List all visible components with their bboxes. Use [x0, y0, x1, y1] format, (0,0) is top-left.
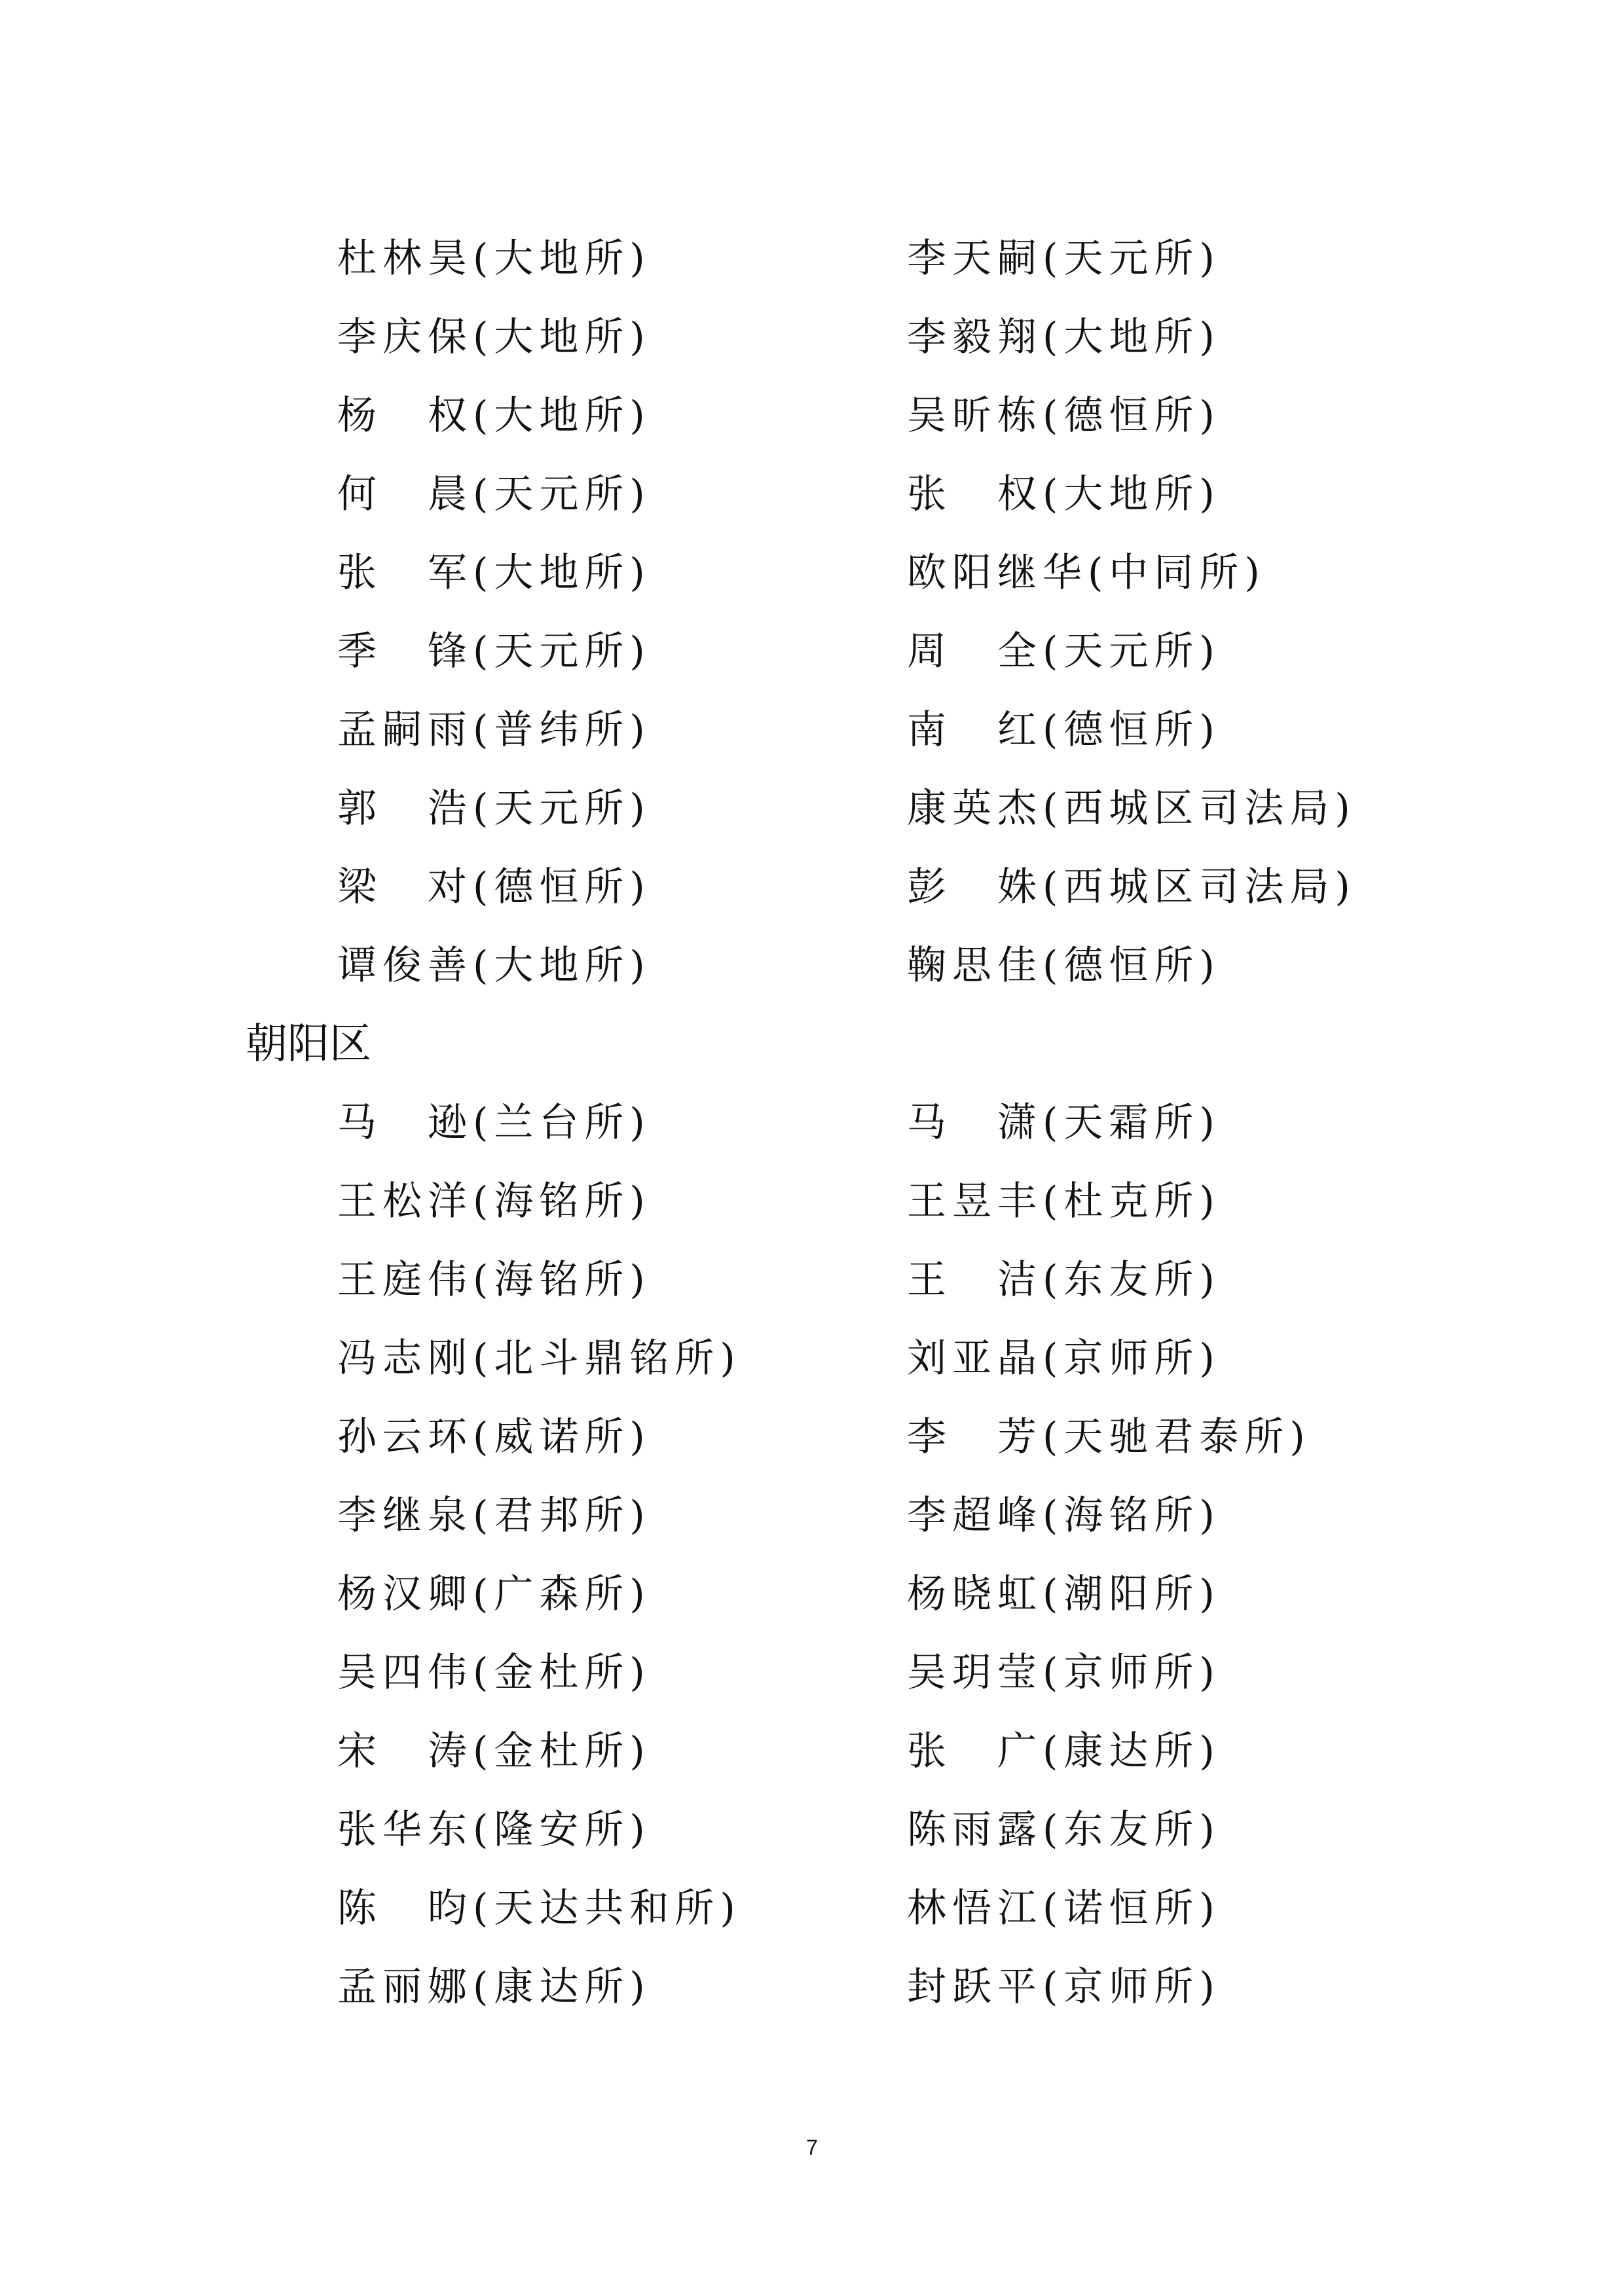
list-item: 吴玥莹(京师所) [907, 1650, 1221, 1696]
list-item: 南 红(德恒所) [907, 707, 1221, 753]
list-item: 马 潇(天霜所) [907, 1100, 1221, 1146]
list-item: 季 锋(天元所) [337, 629, 651, 674]
list-item: 杨 权(大地所) [337, 393, 651, 439]
list-item: 王 洁(东友所) [907, 1257, 1221, 1303]
list-item: 李继泉(君邦所) [337, 1493, 651, 1539]
list-item: 李毅翔(大地所) [907, 314, 1221, 360]
list-item: 欧阳继华(中同所) [907, 550, 1266, 596]
list-item: 周 全(天元所) [907, 629, 1221, 674]
list-item: 张华东(隆安所) [337, 1807, 651, 1853]
list-item: 孙云环(威诺所) [337, 1414, 651, 1460]
list-item: 王松洋(海铭所) [337, 1178, 651, 1224]
list-item: 李庆保(大地所) [337, 314, 651, 360]
list-item: 张 军(大地所) [337, 550, 651, 596]
list-item: 冯志刚(北斗鼎铭所) [337, 1336, 741, 1381]
list-item: 陈雨露(东友所) [907, 1807, 1221, 1853]
list-item: 彭 姝(西城区司法局) [907, 864, 1356, 910]
list-item: 李超峰(海铭所) [907, 1493, 1221, 1539]
list-item: 吴四伟(金杜所) [337, 1650, 651, 1696]
list-item: 李天嗣(天元所) [907, 236, 1221, 282]
list-item: 杨晓虹(潮阳所) [907, 1571, 1221, 1617]
list-item: 孟嗣雨(普纬所) [337, 707, 651, 753]
list-item: 杜林昊(大地所) [337, 236, 651, 282]
list-item: 郭 浩(天元所) [337, 786, 651, 831]
list-item: 刘亚晶(京师所) [907, 1336, 1221, 1381]
page-number: 7 [806, 2136, 818, 2159]
list-item: 王庭伟(海铭所) [337, 1257, 651, 1303]
list-item: 吴昕栋(德恒所) [907, 393, 1221, 439]
list-item: 林悟江(诺恒所) [907, 1886, 1221, 1931]
section-heading: 朝阳区 [246, 1020, 371, 1068]
list-item: 张 广(康达所) [907, 1728, 1221, 1774]
list-item: 孟丽娜(康达所) [337, 1964, 651, 2010]
list-item: 王昱丰(杜克所) [907, 1178, 1221, 1224]
list-item: 宋 涛(金杜所) [337, 1728, 651, 1774]
list-item: 封跃平(京师所) [907, 1964, 1221, 2010]
list-item: 张 权(大地所) [907, 471, 1221, 517]
list-item: 陈 昀(天达共和所) [337, 1886, 741, 1931]
list-item: 梁 对(德恒所) [337, 864, 651, 910]
list-item: 李 芳(天驰君泰所) [907, 1414, 1311, 1460]
list-item: 康英杰(西城区司法局) [907, 786, 1356, 831]
list-item: 杨汉卿(广森所) [337, 1571, 651, 1617]
list-item: 马 逊(兰台所) [337, 1100, 651, 1146]
list-item: 鞠思佳(德恒所) [907, 943, 1221, 989]
list-item: 何 晨(天元所) [337, 471, 651, 517]
list-item: 谭俊善(大地所) [337, 943, 651, 989]
